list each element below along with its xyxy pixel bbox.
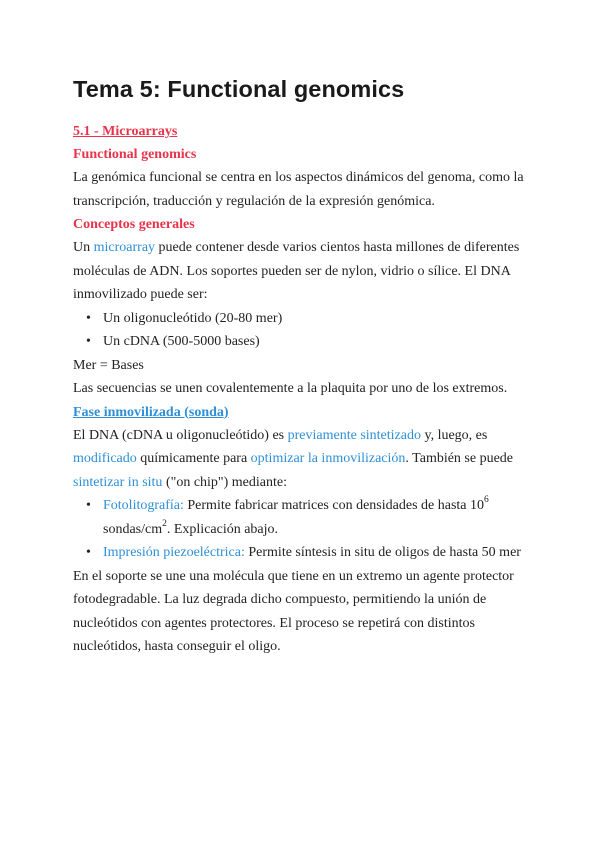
document-content [73,76,533,659]
list-item [73,494,533,541]
page-title: Tema 5: Functional genomics [73,76,405,102]
synthesis-methods-list [73,494,533,565]
highlight-microarray: microarray [93,240,156,255]
text-run: El DNA (cDNA u oligonucleótido) es [73,427,288,443]
highlight-modificado: modificado [73,451,137,466]
list-item-text: Un cDNA (500-5000 bases) [103,334,260,349]
superscript: 2 [162,518,167,529]
bullet-icon: • [86,334,91,349]
highlight-previamente-sintetizado: previamente sintetizado [287,427,421,443]
paragraph-covalent: Las secuencias se unen covalentemente a la plaquita por uno de los extremos. [73,381,508,396]
bullet-icon: • [86,310,91,326]
bullet-icon: • [86,545,91,560]
subheading-fase-inmovilizada: Fase inmovilizada (sonda) [73,404,229,420]
list-item [73,307,533,331]
text-run: químicamente para [136,451,251,466]
list-item [73,541,533,565]
list-item [73,330,533,354]
subheading-functional-genomics: Functional genomics [73,147,197,162]
highlight-optimizar: optimizar la inmovilización [250,451,406,466]
paragraph-photolithography: En el soporte se une una molécula que tiene en un extremo un agente protector fotodegradable. La luz degrada dicho compuesto, permitiendo la unión de nucleótidos con agentes protectores. El proceso se repetirá con distintos nucleótidos, hasta conseguir el oligo. [73,568,514,654]
paragraph-intro: La genómica funcional se centra en los aspectos dinámicos del genoma, como la transcripción, traducción y regulación de la expresión genómica. [73,170,524,209]
text-run: Un [73,240,94,255]
text-run: . Explicación abajo. [166,521,279,537]
text-run: ("on chip") mediante: [162,474,287,490]
bullet-icon: • [86,498,91,513]
paragraph-dna-synthesis [73,424,533,495]
section-heading: 5.1 - Microarrays [73,124,178,139]
text-run: Permite síntesis in situ de oligos de hasta 50 mer [244,545,521,560]
term-fotolitografia: Fotolitografía: [103,498,184,513]
superscript: 6 [484,495,489,506]
text-run: Permite fabricar matrices con densidades de hasta 10 [183,498,484,513]
paragraph-mer: Mer = Bases [73,357,144,373]
text-run: . También se puede [405,451,514,466]
list-item-text: Un oligonucleótido (20-80 mer) [103,310,283,326]
term-impresion-piezoelectrica: Impresión piezoeléctrica: [103,545,245,560]
highlight-sintetizar-in-situ: sintetizar in situ [73,474,163,490]
text-run: puede contener desde varios cientos hasta millones de diferentes moléculas de ADN. Los soportes pueden ser de nylon, vidrio o sílice. El DNA inmovilizado puede ser: [73,240,520,302]
dna-types-list [73,307,533,354]
paragraph-microarray [73,236,533,307]
text-run: y, luego, es [420,427,488,443]
subheading-conceptos-generales: Conceptos generales [73,217,195,232]
text-run: sondas/cm [103,521,163,537]
